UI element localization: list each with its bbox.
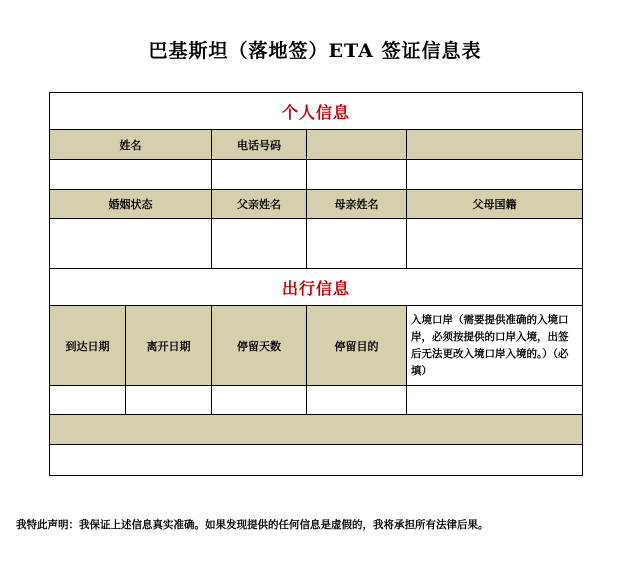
father-name-input-cell[interactable] bbox=[212, 219, 307, 269]
phone-input-cell[interactable] bbox=[212, 160, 307, 190]
personal-info-heading: 个人信息 bbox=[50, 93, 583, 130]
departure-date-input-cell[interactable] bbox=[126, 386, 212, 415]
blank-input-cell[interactable] bbox=[307, 160, 407, 190]
entry-port-note: 入境口岸（需要提供准确的入境口岸，必须按提供的口岸入境，出签后无法更改入境口岸入境的。）（必填） bbox=[407, 306, 583, 386]
arrival-date-label: 到达日期 bbox=[50, 306, 126, 386]
stay-purpose-label: 停留目的 bbox=[307, 306, 407, 386]
shaded-blank-row bbox=[50, 415, 583, 445]
visa-info-table bbox=[49, 92, 583, 476]
stay-purpose-input-cell[interactable] bbox=[307, 386, 407, 415]
header-blank-cell bbox=[307, 130, 407, 160]
mother-name-label: 母亲姓名 bbox=[307, 190, 407, 219]
father-name-label: 父亲姓名 bbox=[212, 190, 307, 219]
name-input-cell[interactable] bbox=[50, 160, 212, 190]
bottom-blank-row[interactable] bbox=[50, 445, 583, 476]
phone-label: 电话号码 bbox=[212, 130, 307, 160]
departure-date-label: 离开日期 bbox=[126, 306, 212, 386]
document-title: 巴基斯坦（落地签）ETA 签证信息表 bbox=[148, 40, 482, 62]
marital-status-label: 婚姻状态 bbox=[50, 190, 212, 219]
parents-nationality-input-cell[interactable] bbox=[407, 219, 583, 269]
stay-days-label: 停留天数 bbox=[212, 306, 307, 386]
arrival-date-input-cell[interactable] bbox=[50, 386, 126, 415]
mother-name-input-cell[interactable] bbox=[307, 219, 407, 269]
entry-port-input-cell[interactable] bbox=[407, 386, 583, 415]
name-label: 姓名 bbox=[50, 130, 212, 160]
declaration-text: 我特此声明：我保证上述信息真实准确。如果发现提供的任何信息是虚假的，我将承担所有法律后果。 bbox=[16, 519, 489, 531]
blank-input-cell[interactable] bbox=[407, 160, 583, 190]
marital-status-input-cell[interactable] bbox=[50, 219, 212, 269]
travel-info-heading: 出行信息 bbox=[50, 269, 583, 306]
header-blank-cell bbox=[407, 130, 583, 160]
parents-nationality-label: 父母国籍 bbox=[407, 190, 583, 219]
stay-days-input-cell[interactable] bbox=[212, 386, 307, 415]
